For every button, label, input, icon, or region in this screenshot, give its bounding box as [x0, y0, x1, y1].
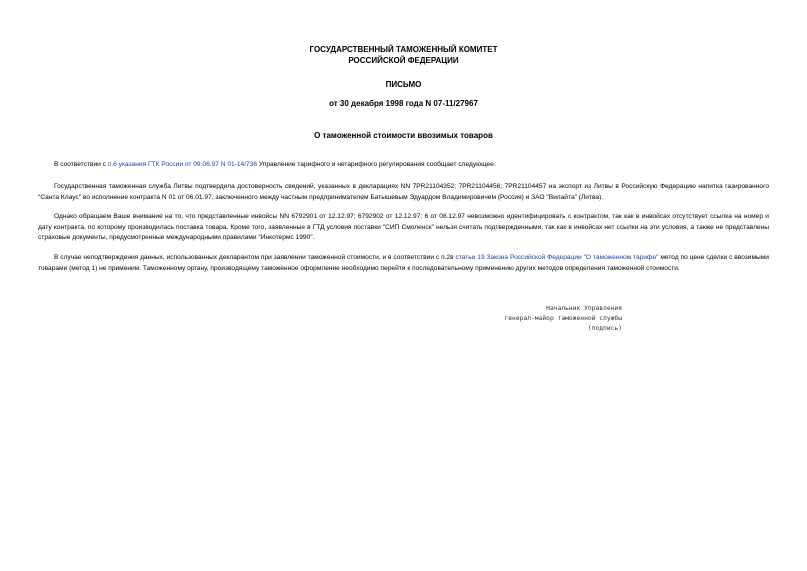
paragraph-4-text-before: В случае неподтверждения данных, использованных декларантом при заявлении таможенной стоимости, и в соответствии с п.2в [54, 254, 456, 261]
paragraph-1-text-after: Управление тарифного и нетарифного регулирования сообщает следующее. [257, 161, 496, 168]
paragraph-1 [38, 160, 769, 171]
document-subject: О таможенной стоимости ввозимых товаров [314, 131, 493, 140]
paragraph-4-text-after: метод по цене сделки с ввозимыми товарами (метод 1) не применим. Таможенному органу, производящему таможенное оформление необходимо перейти к последовательному применению других методов определения таможенной стоимости. [38, 254, 769, 272]
paragraph-2 [38, 182, 769, 203]
signature-placeholder: (подпись) [587, 325, 622, 332]
paragraph-4 [38, 253, 769, 274]
paragraph-2-text: Государственная таможенная служба Литвы подтвердила достоверность сведений, указанных в декларациях NN 7PR21104352; 7PR21104456; 7PR21104457 на экспорт из Литвы в Российскую Федерацию напитка газированного "Санта Клаус" во исполнение контракта N 01 от 06.01.97, заключенного между частным предпринимателем Батышевым Эдуардом Владимировичем (Россия) и ЗАО "Вилайта" (Литва). [38, 183, 769, 201]
org-name-line1: ГОСУДАРСТВЕННЫЙ ТАМОЖЕННЫЙ КОМИТЕТ [309, 45, 498, 54]
gtk-instruction-link[interactable]: п.6 указания ГТК России от 09.06.97 N 01-14/736 [107, 161, 258, 168]
customs-tariff-law-link[interactable]: статьи 19 Закона Российской Федерации "О таможенном тарифе" [455, 254, 659, 261]
document-type: ПИСЬМО [385, 80, 422, 89]
signature-position: Начальник Управления [546, 305, 622, 312]
paragraph-1-text-before: В соответствии с [54, 161, 108, 168]
signature-rank: генерал-майор таможенной службы [504, 315, 622, 322]
paragraph-3-text: Однако обращаем Ваше внимание на то, что представленные инвойсы NN 6792901 от 12.12.97; 6792902 от 12.12.97; 6 от 08.12.97 невозможно идентифицировать с контрактом, так как в инвойсах отсутствует ссылка на номер и дату контракта, по которому производилась поставка товара. Кроме того, заявленные в ГТД условия поставки "СИП Смоленск" нельзя считать подтвержденными, так как в инвойсах нет ссылки на эти условия, а также не представлены страховые документы, предусмотренные международными правилами "Инкотермс 1990". [38, 213, 769, 241]
org-name-line2: РОССИЙСКОЙ ФЕДЕРАЦИИ [348, 56, 459, 65]
paragraph-3 [38, 212, 769, 244]
document-date-number: от 30 декабря 1998 года N 07-11/27967 [329, 99, 478, 108]
